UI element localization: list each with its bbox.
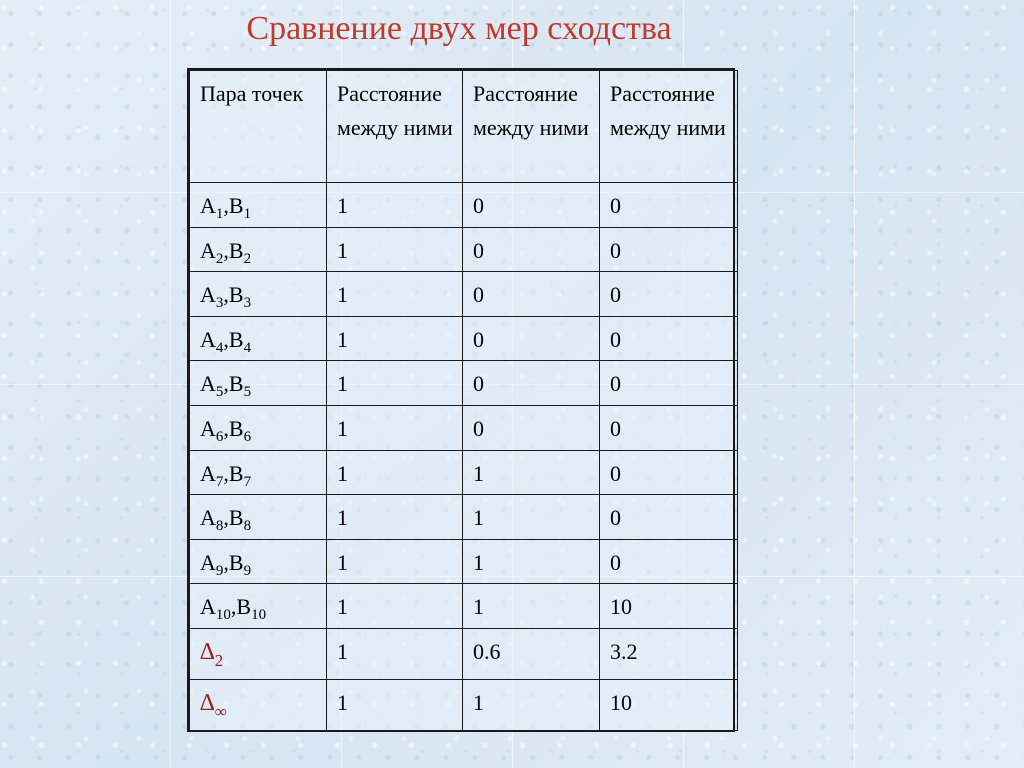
value-cell-1: 1 [327, 450, 463, 495]
value-cell-2: 0.6 [463, 628, 600, 679]
header-cell-distance-1: Расстояние между ними [327, 71, 463, 183]
pair-a-label: A [200, 415, 216, 441]
value-cell-2: 1 [463, 495, 600, 540]
table-row [190, 450, 738, 495]
pair-b-label: B [228, 193, 244, 218]
pair-separator: , [223, 282, 229, 308]
value-cell-3: 0 [600, 361, 738, 406]
pair-b-label: B [228, 282, 244, 308]
pair-a-label: A [200, 549, 216, 575]
table-row [190, 272, 738, 317]
table-row [190, 584, 738, 629]
comparison-table [189, 70, 738, 731]
pair-b-index: 8 [243, 518, 252, 535]
pair-b-index: 1 [243, 206, 252, 222]
pair-cell [190, 539, 327, 584]
value-cell-1: 1 [327, 584, 463, 629]
value-cell-2: 0 [463, 361, 600, 406]
pair-separator: , [223, 193, 229, 218]
pair-separator: , [223, 371, 229, 397]
pair-a-label: A [200, 371, 216, 397]
pair-b-index: 6 [243, 428, 252, 445]
pair-separator: , [223, 326, 229, 352]
pair-cell [190, 495, 327, 540]
value-cell-3: 0 [600, 450, 738, 495]
pair-b-index: 3 [243, 295, 252, 312]
pair-b-index: 10 [251, 607, 267, 624]
value-cell-3: 0 [600, 316, 738, 361]
header-row [190, 71, 738, 183]
table-row [190, 539, 738, 584]
delta-row [190, 679, 738, 730]
pair-a-index: 1 [215, 206, 224, 222]
pair-separator: , [223, 505, 229, 531]
pair-a-label: A [200, 237, 216, 263]
pair-a-label: A [200, 460, 216, 486]
value-cell-1: 1 [327, 539, 463, 584]
pair-cell [190, 272, 327, 317]
pair-b-label: B [228, 505, 244, 531]
pair-b-label: B [228, 371, 244, 397]
pair-a-label: A [200, 282, 216, 308]
header-cell-distance-3: Расстояние между ними [600, 71, 738, 183]
pair-separator: , [223, 460, 229, 486]
pair-b-index: 4 [243, 339, 252, 356]
pair-separator: , [223, 549, 229, 575]
pair-separator: , [223, 415, 229, 441]
pair-a-label: A [200, 193, 216, 218]
pair-separator: , [230, 594, 237, 620]
value-cell-2: 0 [463, 316, 600, 361]
pair-b-index: 9 [243, 562, 252, 579]
value-cell-2: 0 [463, 272, 600, 317]
pair-a-index: 8 [215, 518, 224, 535]
value-cell-1: 1 [327, 628, 463, 679]
pair-cell [190, 450, 327, 495]
table-body [190, 183, 738, 731]
delta-symbol: ∆ [200, 638, 215, 665]
value-cell-1: 1 [327, 405, 463, 450]
table-row [190, 316, 738, 361]
value-cell-1: 1 [327, 272, 463, 317]
delta-subscript: ∞ [214, 701, 227, 721]
value-cell-3: 0 [600, 183, 738, 228]
table-row [190, 495, 738, 540]
value-cell-3: 0 [600, 227, 738, 272]
value-cell-2: 0 [463, 405, 600, 450]
value-cell-3: 10 [600, 679, 738, 730]
pair-a-label: A [200, 505, 216, 531]
value-cell-1: 1 [327, 227, 463, 272]
value-cell-3: 10 [600, 584, 738, 629]
table-row [190, 405, 738, 450]
pair-a-index: 5 [215, 384, 224, 401]
pair-a-label: A [200, 326, 216, 352]
value-cell-2: 1 [463, 679, 600, 730]
pair-b-index: 2 [243, 250, 252, 267]
value-cell-1: 1 [327, 316, 463, 361]
pair-a-index: 2 [215, 250, 224, 267]
value-cell-1: 1 [327, 183, 463, 228]
value-cell-2: 1 [463, 450, 600, 495]
pair-b-label: B [228, 460, 244, 486]
delta-label-cell [190, 628, 327, 679]
pair-cell [190, 361, 327, 406]
pair-a-index: 10 [215, 607, 231, 624]
pair-b-index: 7 [243, 473, 252, 490]
pair-b-label: B [228, 237, 244, 263]
delta-symbol: ∆ [200, 689, 215, 716]
value-cell-1: 1 [327, 495, 463, 540]
pair-a-index: 3 [215, 295, 224, 312]
value-cell-3: 3.2 [600, 628, 738, 679]
pair-cell [190, 316, 327, 361]
header-cell-distance-2: Расстояние между ними [463, 71, 600, 183]
pair-b-label: B [228, 549, 244, 575]
value-cell-3: 0 [600, 539, 738, 584]
delta-row [190, 628, 738, 679]
pair-a-index: 9 [215, 562, 224, 579]
pair-a-index: 7 [215, 473, 224, 490]
pair-b-label: B [236, 594, 252, 620]
delta-subscript: 2 [214, 650, 224, 670]
pair-cell [190, 183, 327, 228]
slide-title: Сравнение двух мер сходства [246, 10, 672, 47]
pair-a-index: 6 [215, 428, 224, 445]
pair-cell [190, 405, 327, 450]
pair-b-label: B [228, 326, 244, 352]
value-cell-3: 0 [600, 495, 738, 540]
pair-b-index: 5 [243, 384, 252, 401]
value-cell-1: 1 [327, 361, 463, 406]
pair-a-label: A [200, 594, 216, 620]
header-cell-pair: Пара точек [190, 71, 327, 183]
pair-a-index: 4 [215, 339, 224, 356]
value-cell-3: 0 [600, 272, 738, 317]
value-cell-1: 1 [327, 679, 463, 730]
table-row [190, 183, 738, 228]
pair-separator: , [223, 237, 229, 263]
pair-b-label: B [228, 415, 244, 441]
value-cell-2: 0 [463, 227, 600, 272]
table-row [190, 227, 738, 272]
value-cell-2: 0 [463, 183, 600, 228]
delta-label-cell [190, 679, 327, 730]
comparison-table-container [187, 68, 735, 732]
value-cell-2: 1 [463, 584, 600, 629]
value-cell-2: 1 [463, 539, 600, 584]
table-row [190, 361, 738, 406]
pair-cell [190, 584, 327, 629]
value-cell-3: 0 [600, 405, 738, 450]
pair-cell [190, 227, 327, 272]
